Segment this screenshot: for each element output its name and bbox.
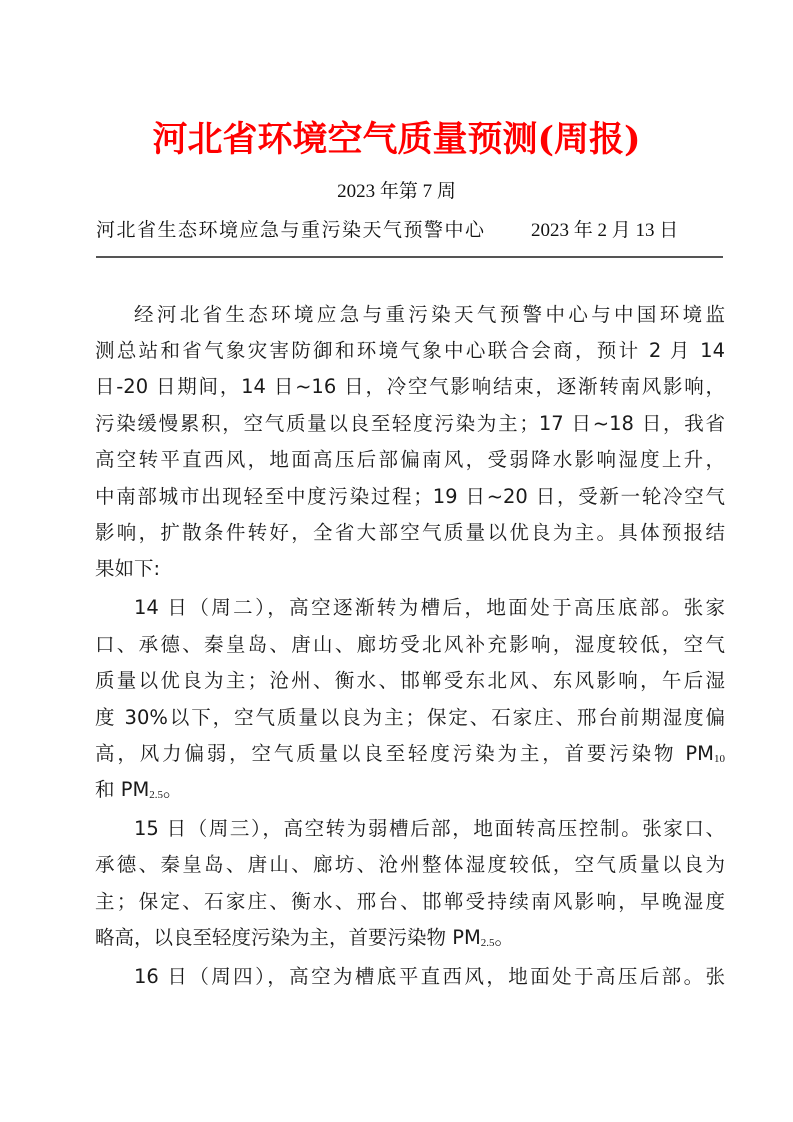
- text-line: 中南部城市出现轻至中度污染过程；19 日~20 日，受新一轮冷空气: [95, 485, 725, 508]
- header-rule: [96, 256, 723, 258]
- end-mark: 。: [494, 926, 515, 949]
- pm25-subscript: 2.5: [480, 937, 495, 949]
- issue-date: 2023 年 2 月 13 日: [531, 220, 679, 241]
- issue-number: 2023 年第 7 周: [337, 181, 456, 202]
- text-line: 污染缓慢累积，空气质量以良至轻度污染为主；17 日~18 日，我省: [95, 412, 725, 435]
- text-line: [95, 925, 725, 951]
- text-line: 日-20 日期间，14 日~16 日，冷空气影响结束，逐渐转南风影响，: [95, 375, 725, 398]
- text-line: 高空转平直西风，地面高压后部偏南风，受弱降水影响湿度上升，: [95, 448, 725, 471]
- text-line: 经河北省生态环境应急与重污染天气预警中心与中国环境监: [134, 303, 725, 326]
- text-line: 15 日（周三），高空转为弱槽后部，地面转高压控制。张家口、: [134, 817, 725, 840]
- issuing-organization: 河北省生态环境应急与重污染天气预警中心: [96, 219, 486, 241]
- text-line: 影响，扩散条件转好，全省大部空气质量以优良为主。具体预报结: [95, 521, 725, 544]
- end-mark: 。: [163, 778, 183, 801]
- text-line: 主；保定、石家庄、衡水、邢台、邯郸受持续南风影响，早晚湿度: [95, 890, 725, 913]
- text-line: 口、承德、秦皇岛、唐山、廊坊受北风补充影响，湿度较低，空气: [95, 633, 725, 656]
- pm25-subscript: 2.5: [149, 789, 164, 801]
- text-line: 质量以优良为主；沧州、衡水、邯郸受东北风、东风影响，午后湿: [95, 669, 725, 692]
- text-segment: 略高，以良至轻度污染为主，首要污染物 PM: [95, 926, 481, 949]
- text-line: 测总站和省气象灾害防御和环境气象中心联合会商，预计 2 月 14: [95, 339, 725, 362]
- text-line: 度 30%以下，空气质量以良为主；保定、石家庄、邢台前期湿度偏: [95, 706, 725, 729]
- text-line: 14 日（周二），高空逐渐转为槽后，地面处于高压底部。张家: [134, 596, 725, 619]
- text-line: 承德、秦皇岛、唐山、廊坊、沧州整体湿度较低，空气质量以良为: [95, 853, 725, 876]
- report-title: 河北省环境空气质量预测(周报): [152, 119, 641, 160]
- text-line: [95, 741, 725, 767]
- text-segment: 高，风力偏弱，空气质量以良至轻度污染为主，首要污染物 PM: [95, 742, 714, 765]
- text-line: 果如下:: [95, 557, 161, 580]
- text-segment: 和 PM: [95, 778, 150, 801]
- pm10-subscript: 10: [714, 753, 725, 765]
- text-line: 16 日（周四），高空为槽底平直西风，地面处于高压后部。张: [134, 965, 725, 988]
- text-line: [95, 777, 725, 803]
